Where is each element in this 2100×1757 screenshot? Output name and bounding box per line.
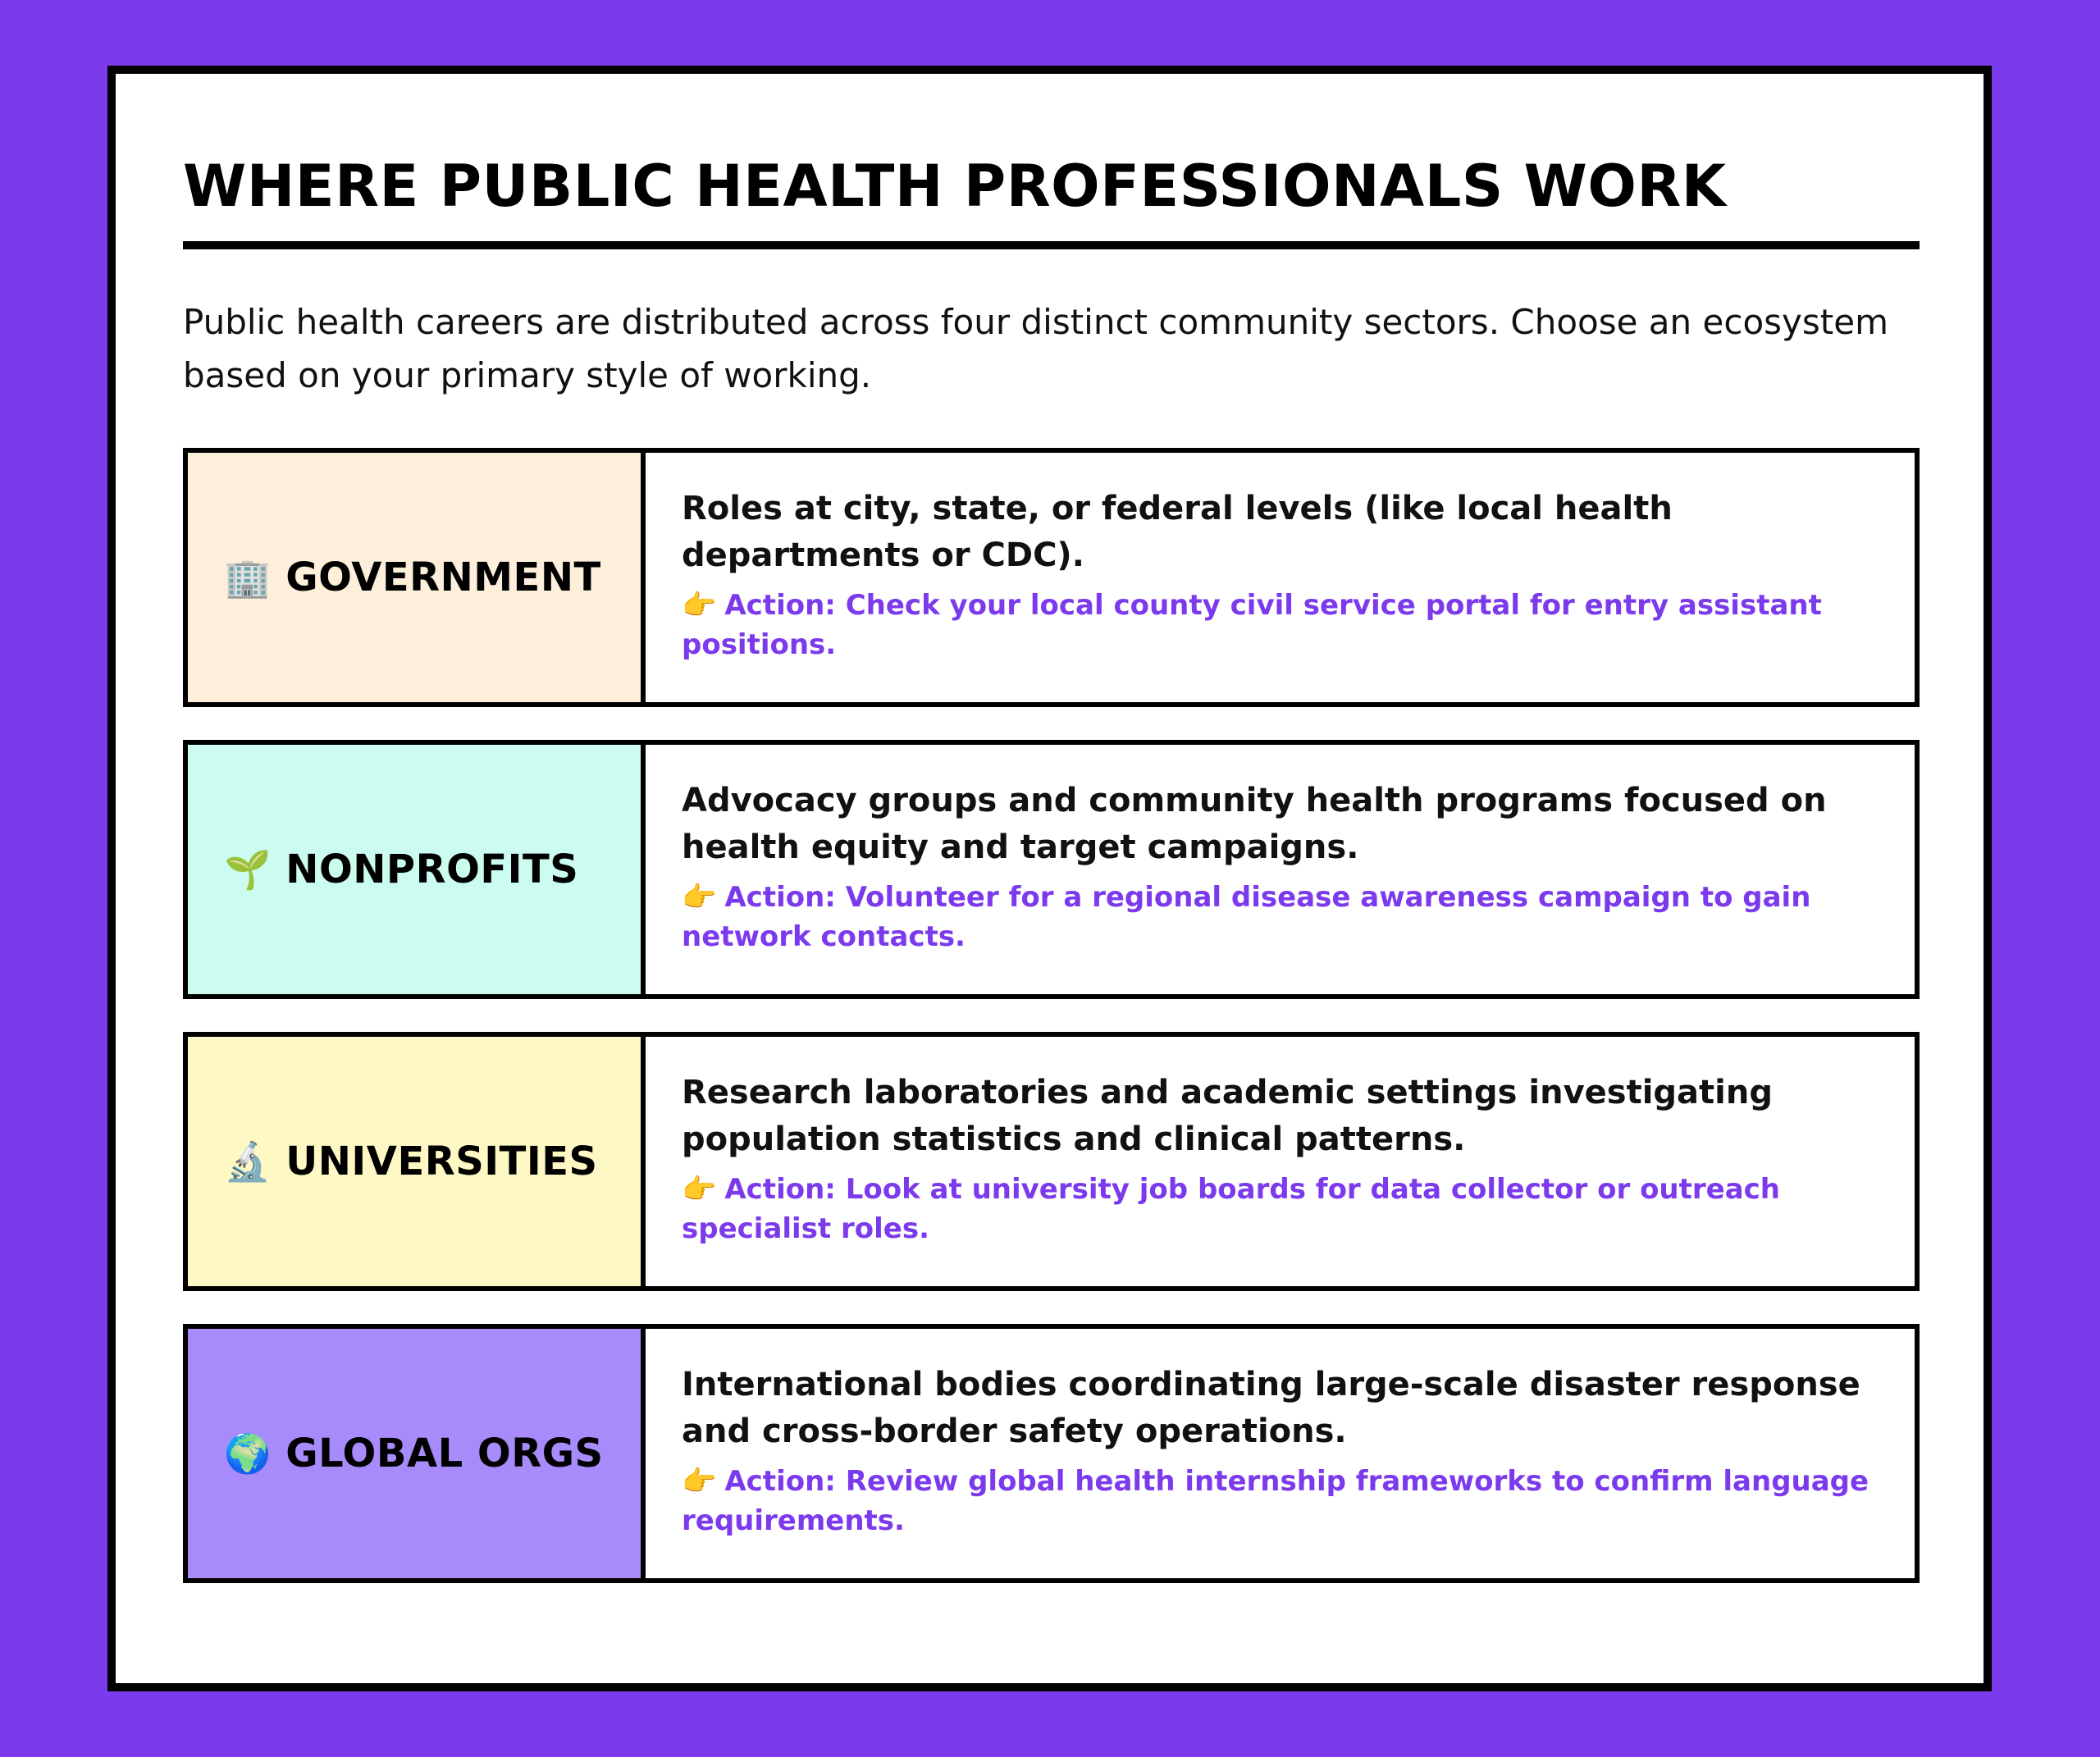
title-divider <box>183 241 1920 249</box>
pointing-hand-icon: 👉 <box>682 881 717 914</box>
sector-row-universities <box>183 1032 1920 1291</box>
pointing-hand-icon: 👉 <box>682 589 717 622</box>
sector-label <box>188 745 646 994</box>
sector-name: GLOBAL ORGS <box>285 1431 604 1476</box>
sector-name: UNIVERSITIES <box>285 1139 598 1184</box>
sector-action <box>682 1170 1879 1248</box>
content-card <box>107 66 1992 1691</box>
sector-label <box>188 1329 646 1578</box>
sector-body <box>646 453 1915 702</box>
pointing-hand-icon: 👉 <box>682 1173 717 1206</box>
sector-action-text: Action: Volunteer for a regional disease awareness campaign to gain network contacts. <box>682 881 1811 953</box>
sector-body <box>646 1037 1915 1286</box>
sector-row-global-orgs <box>183 1324 1920 1583</box>
sector-body <box>646 745 1915 994</box>
sector-action-text: Action: Review global health internship frameworks to confirm language requirements. <box>682 1465 1869 1537</box>
intro-text: Public health careers are distributed across four distinct community sectors. Choose an ecosystem based on your primary style of working. <box>183 302 1888 395</box>
sector-action <box>682 878 1879 956</box>
sector-row-nonprofits <box>183 740 1920 999</box>
office-building-icon: 🏢 <box>224 555 272 600</box>
sector-action <box>682 586 1879 664</box>
sector-action-text: Action: Check your local county civil service portal for entry assistant positions. <box>682 589 1822 661</box>
sector-name: GOVERNMENT <box>285 554 601 600</box>
sector-label <box>188 453 646 702</box>
sector-description: International bodies coordinating large-scale disaster response and cross-border safety operations. <box>682 1366 1860 1450</box>
microscope-icon: 🔬 <box>224 1139 272 1184</box>
sector-body <box>646 1329 1915 1578</box>
sector-name: NONPROFITS <box>285 847 579 892</box>
sector-row-government <box>183 448 1920 707</box>
sector-action-text: Action: Look at university job boards for data collector or outreach specialist roles. <box>682 1173 1781 1245</box>
sector-description: Research laboratories and academic settings investigating population statistics and clinical patterns. <box>682 1074 1773 1158</box>
page-title: WHERE PUBLIC HEALTH PROFESSIONALS WORK <box>183 153 1727 220</box>
sector-description: Advocacy groups and community health programs focused on health equity and target campaigns. <box>682 782 1827 866</box>
pointing-hand-icon: 👉 <box>682 1465 717 1498</box>
sector-action <box>682 1462 1879 1540</box>
sector-description: Roles at city, state, or federal levels (like local health departments or CDC). <box>682 490 1673 574</box>
sector-label <box>188 1037 646 1286</box>
globe-icon: 🌍 <box>224 1431 272 1476</box>
seedling-icon: 🌱 <box>224 847 272 892</box>
